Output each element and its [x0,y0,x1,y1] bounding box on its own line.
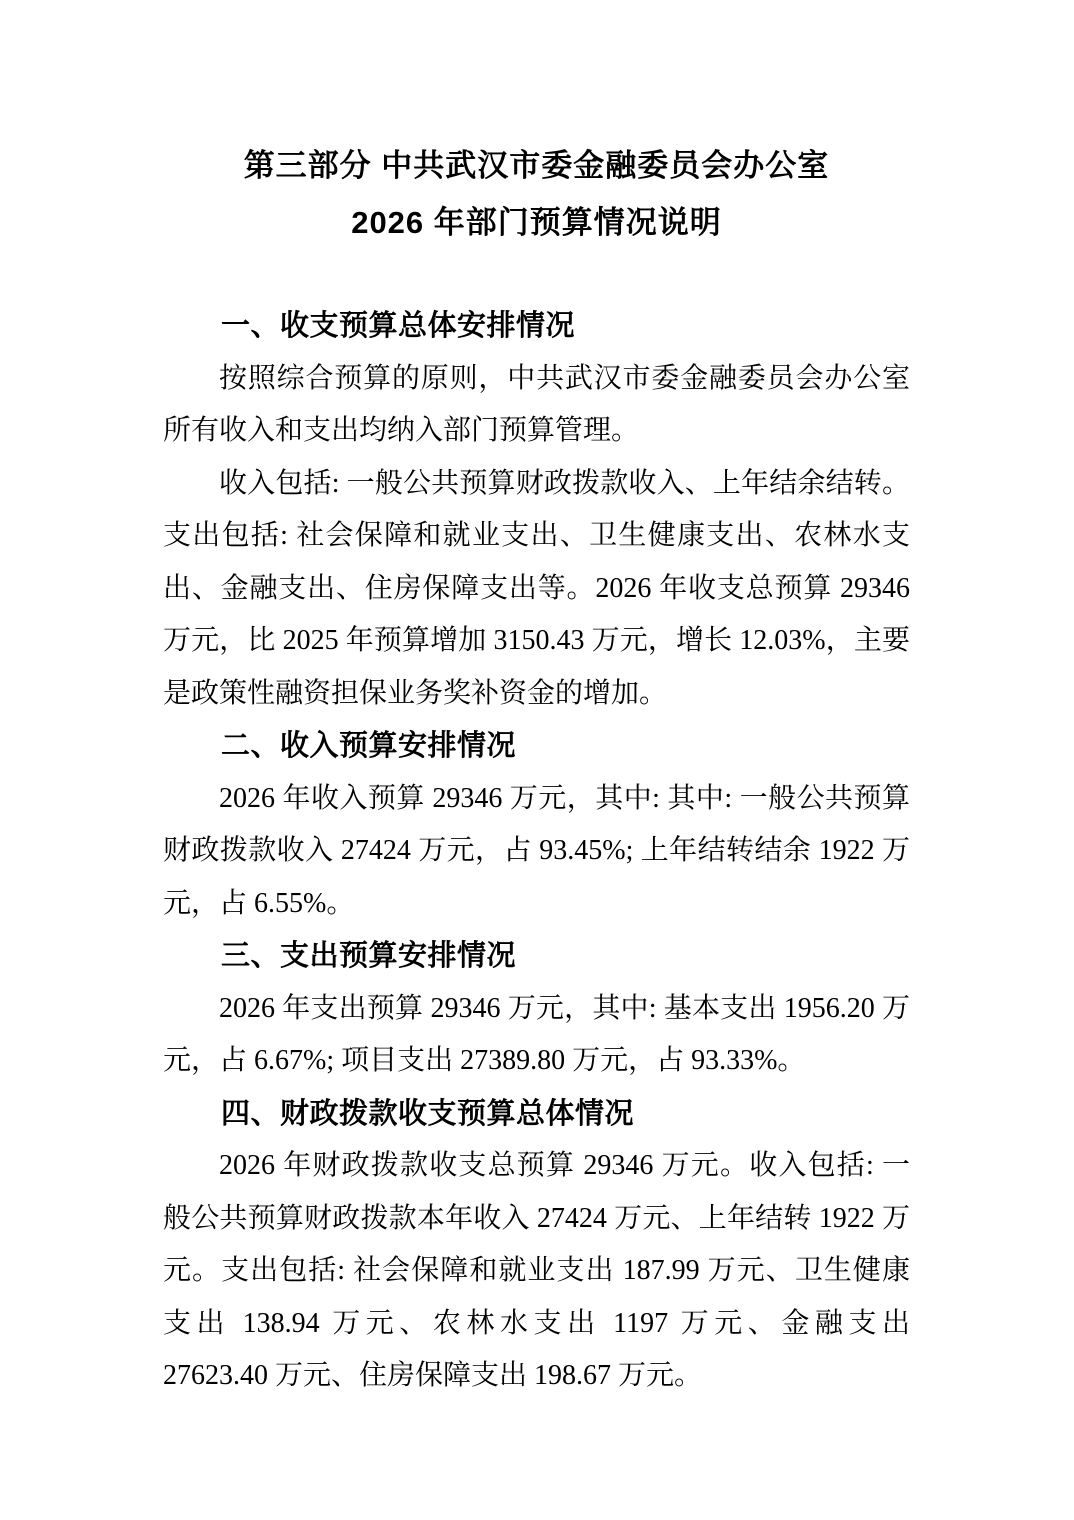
section-heading-2: 二、收入预算安排情况 [221,730,517,762]
document-body [163,300,910,1403]
section-heading-4: 四、财政拨款收支预算总体情况 [221,1097,635,1130]
paragraph: 2026 年收入预算 29346 万元，其中: 其中: 一般公共预算财政拨款收入 27424 万元，占 93.45%; 上年结转结余 1922 万元，占 6.55%。 [163,782,910,919]
document-content [163,137,910,1403]
paragraph: 收入包括: 一般公共预算财政拨款收入、上年结余结转。支出包括: 社会保障和就业支出、卫生健康支出、农林水支出、金融支出、住房保障支出等。2026 年收支总预算 29346 万元，比 2025 年预算增加 3150.43 万元，增长 12.03%，主要是政策性融资担保业务奖补资金的增加。 [163,467,910,709]
paragraph: 2026 年支出预算 29346 万元，其中: 基本支出 1956.20 万元，占 6.67%; 项目支出 27389.80 万元，占 93.33%。 [163,992,910,1076]
section-heading-1: 一、收支预算总体安排情况 [221,310,576,342]
section-heading-3: 三、支出预算安排情况 [221,940,517,972]
document-title-line1: 第三部分 中共武汉市委金融委员会办公室 [243,148,830,183]
document-title-line2: 2026 年部门预算情况说明 [351,205,722,240]
paragraph: 按照综合预算的原则，中共武汉市委金融委员会办公室所有收入和支出均纳入部门预算管理。 [163,362,910,446]
document-title [163,137,910,251]
paragraph: 2026 年财政拨款收支总预算 29346 万元。收入包括: 一般公共预算财政拨款本年收入 27424 万元、上年结转 1922 万元。支出包括: 社会保障和就业支出 187.99 万元、卫生健康支出 138.94 万元、农林水支出 1197 万元、金融支出 27623.40 万元、住房保障支出 198.67 万元。 [163,1150,910,1391]
